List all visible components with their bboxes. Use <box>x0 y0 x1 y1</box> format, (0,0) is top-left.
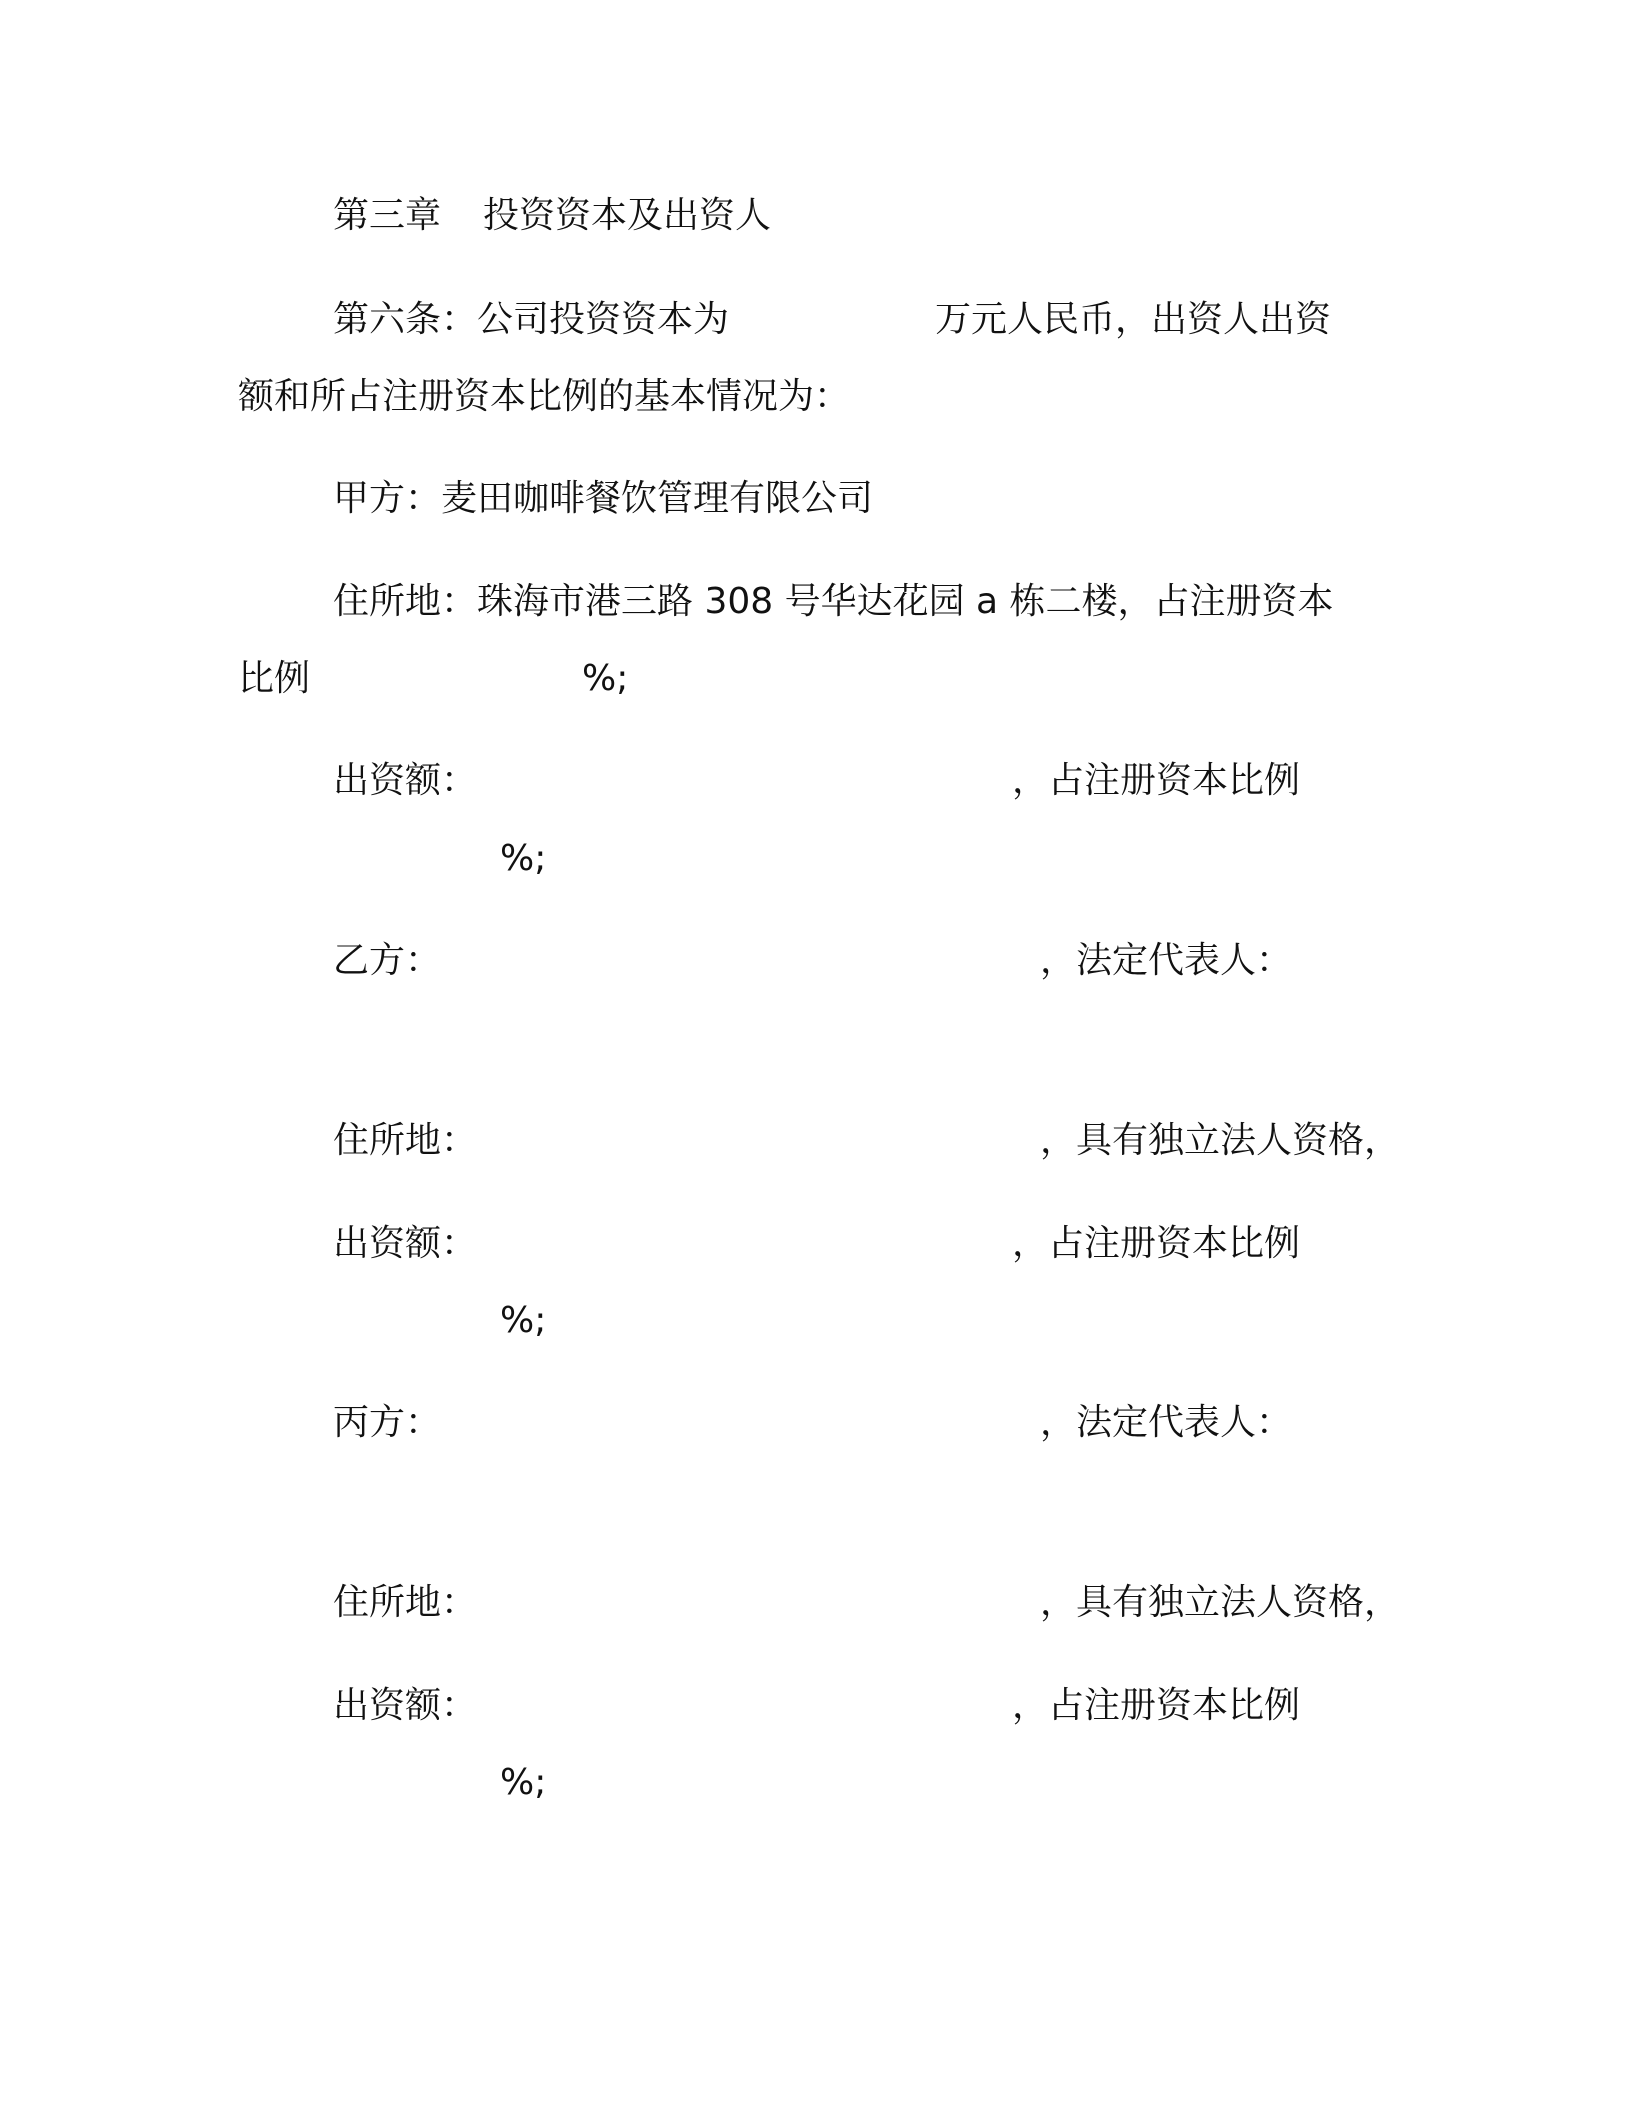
party-b-capital-label: 出资额： <box>333 1223 478 1264</box>
party-b-label: 乙方： <box>333 940 442 981</box>
party-c-address-label: 住所地： <box>333 1582 478 1623</box>
article6-line1-start: 第六条：公司投资资本为 <box>333 299 730 340</box>
party-c-rep: ，法定代表人： <box>1040 1402 1293 1443</box>
party-b-rep: ，法定代表人： <box>1040 940 1293 981</box>
party-b-address-label: 住所地： <box>333 1120 478 1161</box>
party-a-capital-percent: %; <box>500 838 547 879</box>
article6-line2: 额和所占注册资本比例的基本情况为： <box>238 376 851 417</box>
party-c-address-suffix: ，具有独立法人资格， <box>1040 1582 1401 1623</box>
party-a-capital-ratio: ，占注册资本比例 <box>1012 760 1301 801</box>
party-a-name: 甲方：麦田咖啡餐饮管理有限公司 <box>333 478 874 519</box>
party-c-capital-percent: %; <box>500 1762 547 1803</box>
party-b-address-suffix: ，具有独立法人资格， <box>1040 1120 1401 1161</box>
party-c-capital-label: 出资额： <box>333 1685 478 1726</box>
chapter-label: 第三章 <box>333 195 442 236</box>
party-c-capital-ratio: ，占注册资本比例 <box>1012 1685 1301 1726</box>
party-b-capital-percent: %; <box>500 1300 547 1341</box>
chapter-title: 投资资本及出资人 <box>483 195 772 236</box>
party-a-capital-label: 出资额： <box>333 760 478 801</box>
party-a-address-line2-end: %; <box>582 658 629 699</box>
party-a-address-line2-start: 比例 <box>238 658 311 699</box>
party-b-capital-ratio: ，占注册资本比例 <box>1012 1223 1301 1264</box>
article6-line1-end: 万元人民币，出资人出资 <box>935 299 1332 340</box>
party-a-address-line1: 住所地：珠海市港三路 308 号华达花园 a 栋二楼，占注册资本 <box>333 581 1334 622</box>
party-c-label: 丙方： <box>333 1402 442 1443</box>
